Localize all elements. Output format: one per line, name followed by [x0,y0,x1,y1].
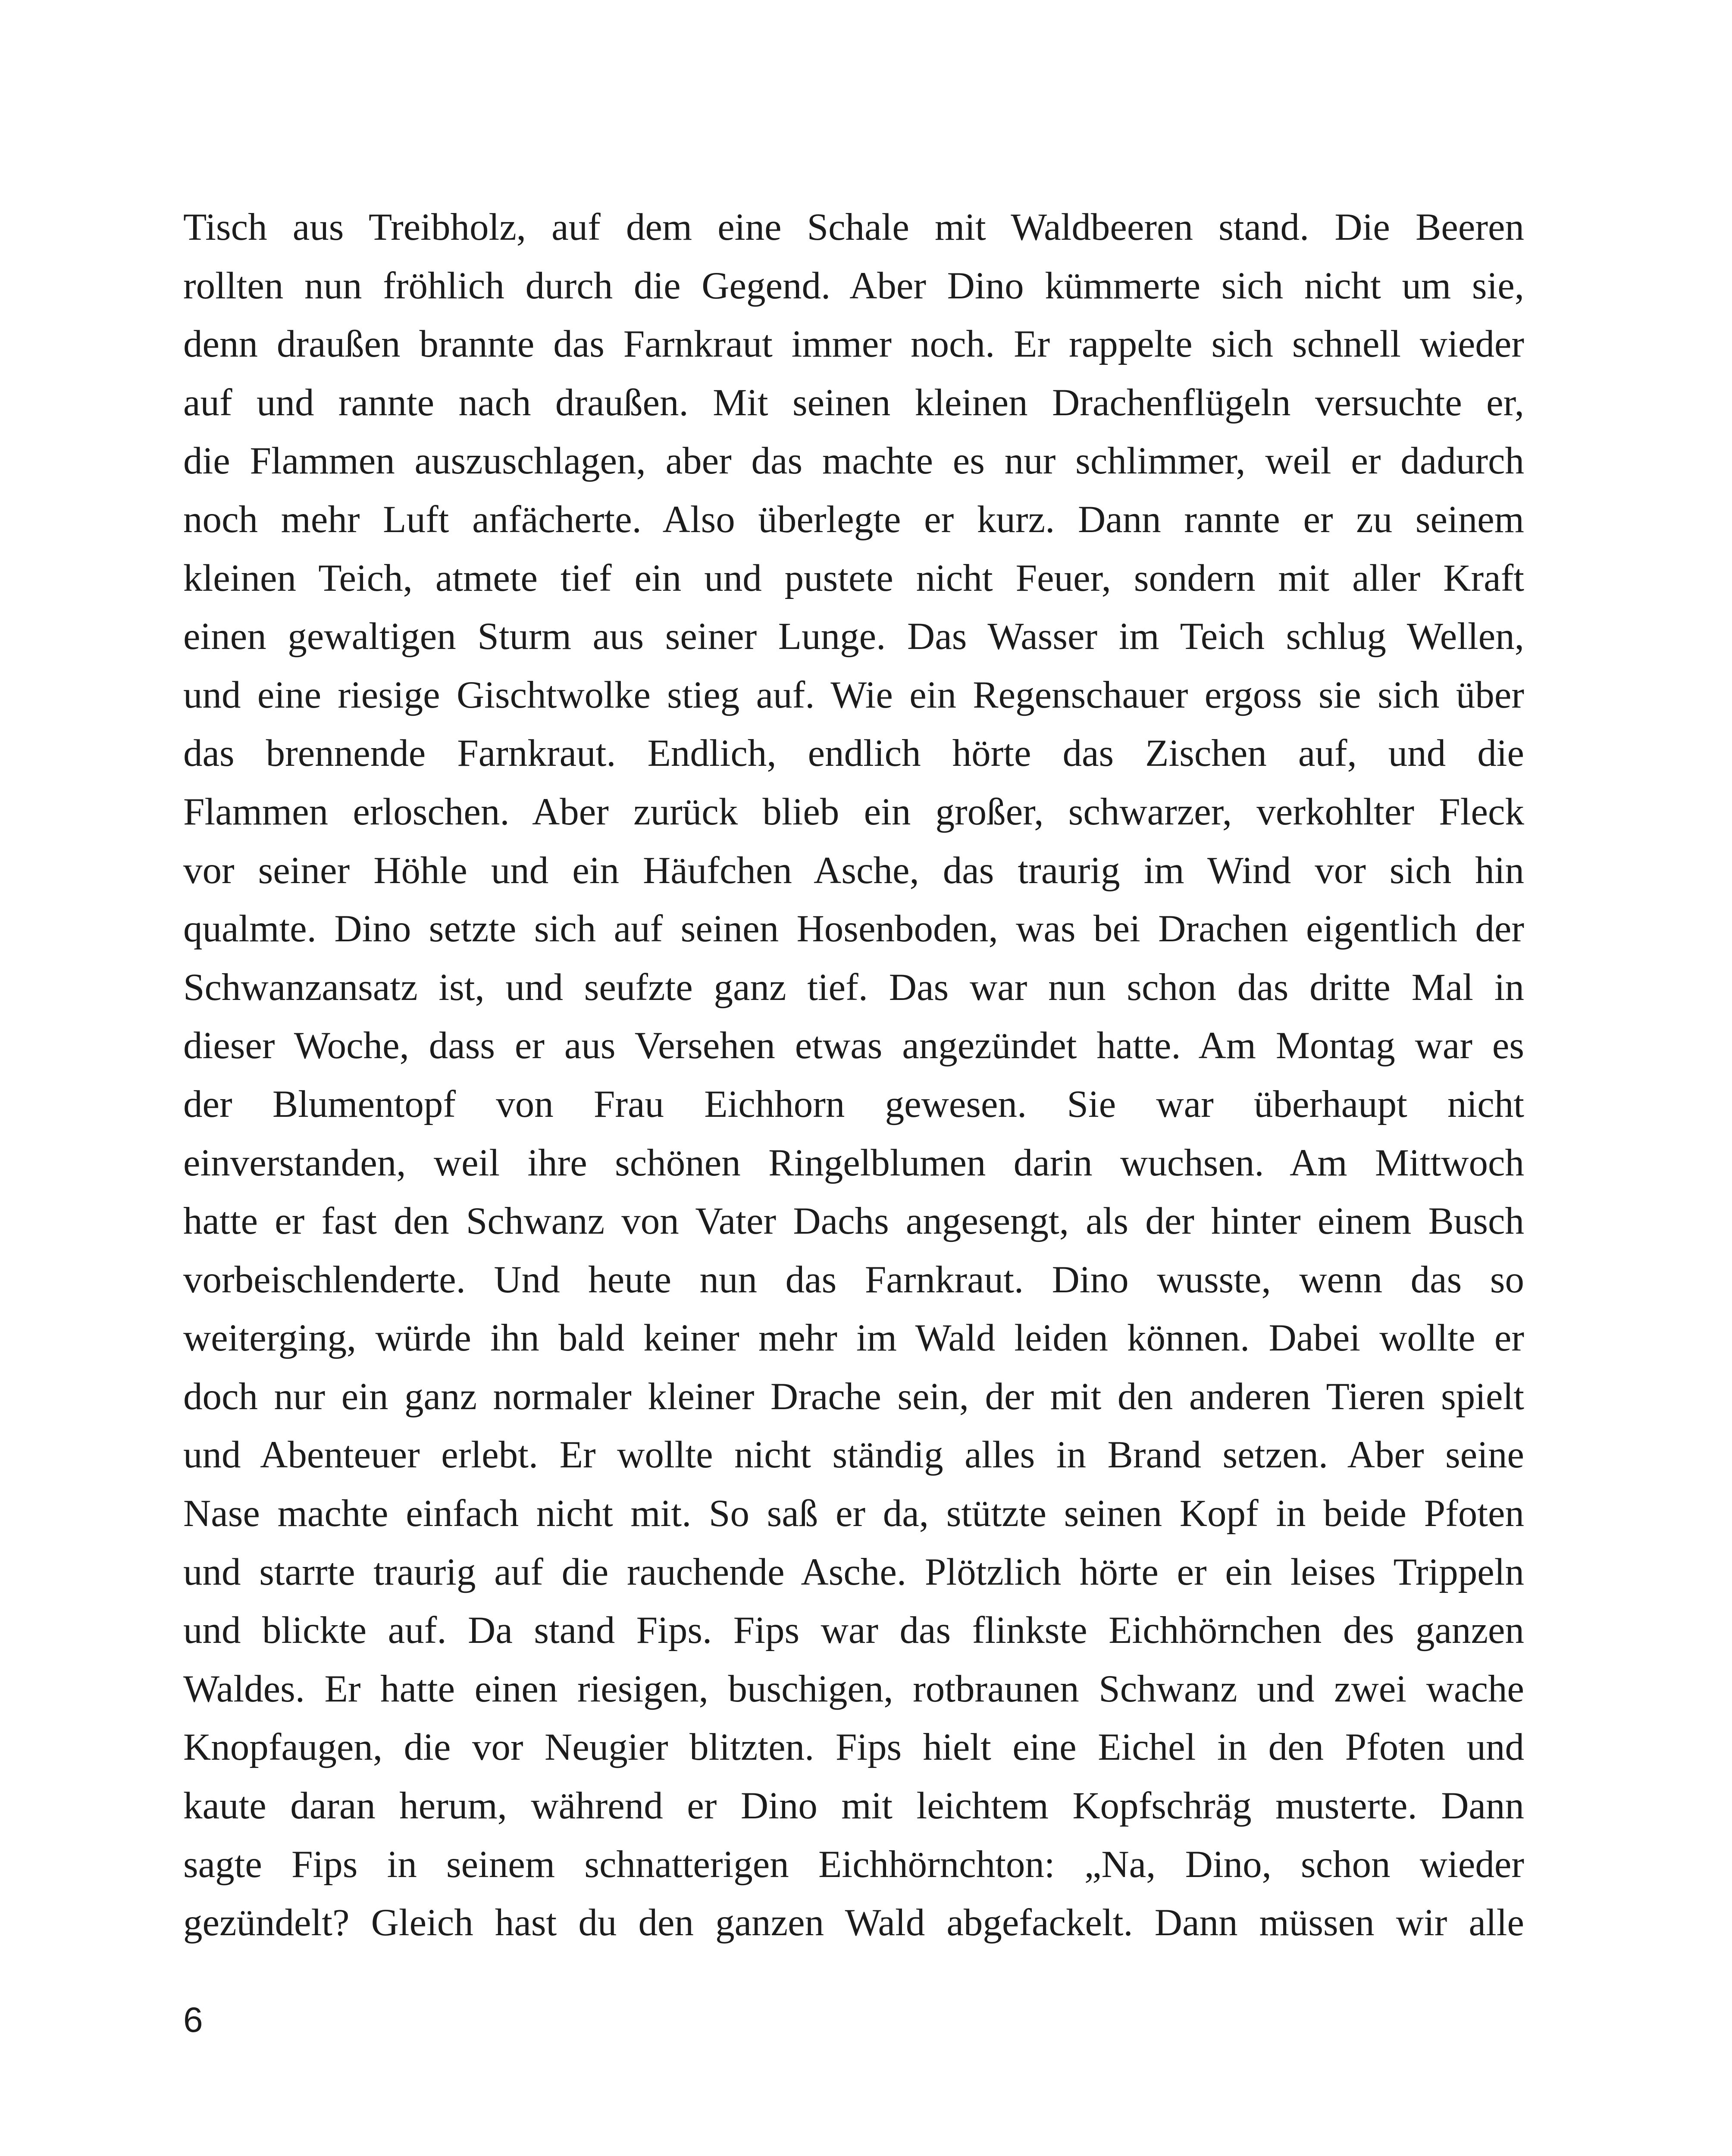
text-line: der Blumentopf von Frau Eichhorn gewesen. Sie war überhaupt nicht [183,1083,1524,1125]
text-line: denn draußen brannte das Farnkraut immer noch. Er rappelte sich schnell wieder [183,323,1524,366]
text-line: Nase machte einfach nicht mit. So saß er da, stützte seinen Kopf in beide Pfoten [183,1492,1524,1535]
text-line: Tisch aus Treibholz, auf dem eine Schale mit Waldbeeren stand. Die Beeren [183,206,1524,248]
text-line: einverstanden, weil ihre schönen Ringelblumen darin wuchsen. Am Mittwoch [183,1141,1524,1184]
text-line: und eine riesige Gischtwolke stieg auf. Wie ein Regenschauer ergoss sie sich über [183,674,1524,716]
text-line: vorbeischlenderte. Und heute nun das Farnkraut. Dino wusste, wenn das so [183,1258,1524,1301]
body-text [183,198,1524,1952]
text-line: Flammen erloschen. Aber zurück blieb ein großer, schwarzer, verkohlter Fleck [183,790,1524,833]
text-line: qualmte. Dino setzte sich auf seinen Hosenboden, was bei Drachen eigentlich der [183,908,1524,950]
text-line: und Abenteuer erlebt. Er wollte nicht ständig alles in Brand setzen. Aber seine [183,1434,1524,1476]
text-line: und blickte auf. Da stand Fips. Fips war das flinkste Eichhörnchen des ganzen [183,1609,1524,1652]
text-line: sagte Fips in seinem schnatterigen Eichhörnchton: „Na, Dino, schon wieder [183,1843,1524,1886]
text-line: vor seiner Höhle und ein Häufchen Asche, das traurig im Wind vor sich hin [183,849,1524,892]
text-line: doch nur ein ganz normaler kleiner Drache sein, der mit den anderen Tieren spielt [183,1375,1524,1418]
text-line: Schwanzansatz ist, und seufzte ganz tief. Das war nun schon das dritte Mal in [183,966,1524,1009]
text-line: hatte er fast den Schwanz von Vater Dachs angesengt, als der hinter einem Busch [183,1200,1524,1243]
text-line: noch mehr Luft anfächerte. Also überlegte er kurz. Dann rannte er zu seinem [183,498,1524,541]
text-line: rollten nun fröhlich durch die Gegend. Aber Dino kümmerte sich nicht um sie, [183,264,1524,307]
text-line: einen gewaltigen Sturm aus seiner Lunge. Das Wasser im Teich schlug Wellen, [183,615,1524,658]
text-line: kaute daran herum, während er Dino mit leichtem Kopfschräg musterte. Dann [183,1785,1524,1827]
text-line: gezündelt? Gleich hast du den ganzen Wald abgefackelt. Dann müssen wir alle [183,1902,1524,1944]
text-line: das brennende Farnkraut. Endlich, endlich hörte das Zischen auf, und die [183,732,1524,775]
text-line: auf und rannte nach draußen. Mit seinen kleinen Drachenflügeln versuchte er, [183,381,1524,424]
text-line: kleinen Teich, atmete tief ein und pustete nicht Feuer, sondern mit aller Kraft [183,557,1524,599]
text-line: Waldes. Er hatte einen riesigen, buschigen, rotbraunen Schwanz und zwei wache [183,1667,1524,1710]
text-line: Knopfaugen, die vor Neugier blitzten. Fips hielt eine Eichel in den Pfoten und [183,1726,1524,1769]
text-line: dieser Woche, dass er aus Versehen etwas angezündet hatte. Am Montag war es [183,1025,1524,1067]
page-number: 6 [183,2000,203,2040]
text-line: und starrte traurig auf die rauchende Asche. Plötzlich hörte er ein leises Trippeln [183,1551,1524,1593]
text-line: die Flammen auszuschlagen, aber das machte es nur schlimmer, weil er dadurch [183,440,1524,483]
text-line: weiterging, würde ihn bald keiner mehr im Wald leiden können. Dabei wollte er [183,1317,1524,1360]
